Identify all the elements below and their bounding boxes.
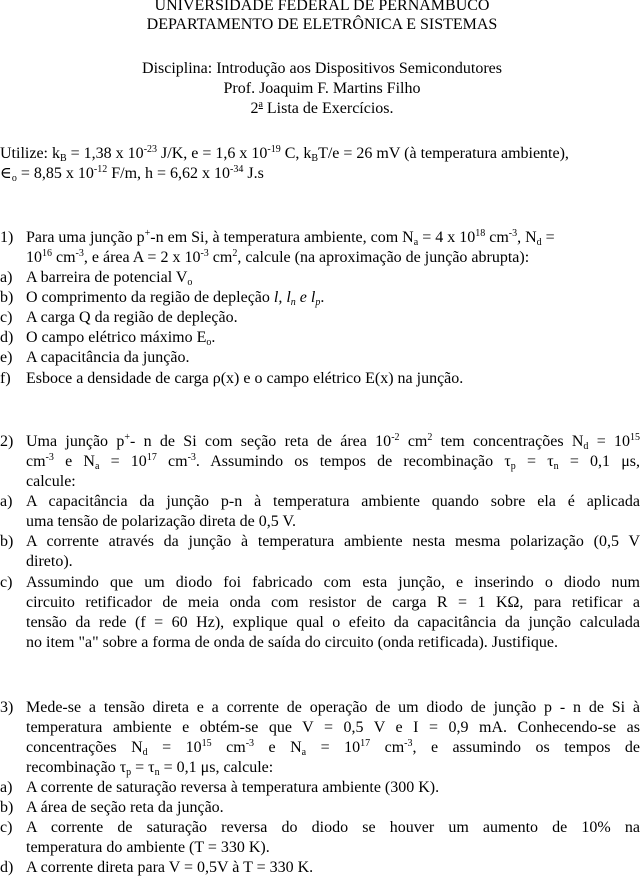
q3-item-d-label: d): [0, 859, 14, 876]
q3-item-b-line-1: A área de seção reta da junção.: [26, 799, 224, 816]
q1-item-a: A barreira de potencial $V_o$: [26, 269, 193, 288]
q3-intro-line-3: concentrações $N_d = 10^{15}$ $cm^{-3}$ e $N_a = 10^{17}$ $cm^{-3}$, e assumindo os tempos de: [26, 738, 640, 758]
q1-item-a-label: a): [0, 269, 13, 286]
q3-intro-line-4: recombinação $\tau_p = \tau_n = 0,1$ μs, calcule:: [26, 759, 274, 778]
q1-item-d: O campo elétrico máximo $E_o$.: [26, 329, 216, 348]
q1-item-d-label: d): [0, 329, 14, 346]
q1-item-b-label: b): [0, 289, 14, 306]
q3-number: 3): [0, 699, 14, 716]
list-title: [0, 99, 644, 118]
professor-name: Prof. Joaquim F. Martins Filho: [223, 80, 421, 97]
university-name: UNIVERSIDADE FEDERAL DE PERNAMBUCO: [154, 0, 490, 14]
q2-item-b-label: b): [0, 533, 14, 550]
q3-item-c-line-1: A corrente de saturação reversa do diodo se houver um aumento de 10% na: [26, 819, 640, 836]
q1-item-b: O comprimento da região de depleção l, $l_n$ e $l_p$.: [26, 289, 325, 308]
q2-item-c-line-4: no item "a" sobre a forma de onda de saída do circuito (onda retificada). Justifique.: [26, 634, 558, 651]
q3-intro-line-2: temperatura ambiente e obtém-se que V = 0,5 V e I = 0,9 mA. Conhecendo-se as: [26, 719, 640, 736]
department-name: DEPARTAMENTO DE ELETRÔNICA E SISTEMAS: [146, 16, 498, 33]
q1-item-f-label: f): [0, 370, 11, 387]
list-label: Lista de Exercícios.: [262, 100, 394, 117]
q2-item-c-line-3: tensão da rede (f = 60 Hz), explique qual o efeito da capacitância da junção calculada: [26, 614, 640, 631]
q3-item-a-line-1: A corrente de saturação reversa à temperatura ambiente (300 K).: [26, 779, 440, 796]
q2-item-c-line-1: Assumindo que um diodo foi fabricado com esta junção, e inserindo o diodo num: [26, 574, 640, 591]
q3-intro-line-1: Mede-se a tensão direta e a corrente de operação de um diodo de junção p - n de Si à: [26, 699, 640, 716]
q3-item-c-line-2: temperatura do ambiente (T = 330 K).: [26, 839, 270, 856]
q1-intro-line-1: Para uma junção p+-n em Si, à temperatura ambiente, com $N_a = 4$ x $10^{18}$ $cm^{-3}$, $N_d$ =: [26, 228, 555, 248]
q3-item-c-label: c): [0, 819, 13, 836]
q1-item-e-label: e): [0, 349, 13, 366]
q2-item-b-line-1: A corrente através da junção à temperatura ambiente nesta mesma polarização (0,5 V: [26, 533, 640, 550]
q1-item-f: Esboce a densidade de carga ρ(x) e o campo elétrico E(x) na junção.: [26, 370, 464, 387]
q2-intro-line-2: $cm^{-3}$ e $N_a = 10^{17}$ $cm^{-3}$. Assumindo os tempos de recombinação $\tau_p = \tau_n = 0,1$ μs,: [26, 452, 641, 472]
q2-item-b-line-2: direto).: [26, 553, 73, 570]
q2-item-c-label: c): [0, 574, 13, 591]
q2-item-c-line-2: circuito retificador de meia onda com resistor de carga R = 1 KΩ, para retificar a: [26, 594, 640, 611]
constants-line-2: $\in_o = 8,85$ x $10^{-12}$ F/m, h = 6,62 x $10^{-34}$ J.s: [0, 164, 264, 184]
q3-item-a-label: a): [0, 779, 13, 796]
discipline-title: Disciplina: Introdução aos Dispositivos Semicondutores: [142, 60, 502, 77]
q1-number: 1): [0, 229, 14, 246]
q3-item-b-label: b): [0, 799, 14, 816]
list-number: 2: [250, 100, 259, 117]
q1-item-e: A capacitância da junção.: [26, 349, 190, 366]
q2-number: 2): [0, 433, 14, 450]
q1-item-c: A carga Q da região de depleção.: [26, 309, 238, 326]
q1-intro-line-2: $10^{16}$ $cm^{-3}$, e área A = 2 x $10^{-3}$ $cm^2$, calcule (na aproximação de junção abrupta):: [26, 248, 530, 266]
q2-item-a-label: a): [0, 493, 13, 510]
q1-item-c-label: c): [0, 309, 13, 326]
list-ordinal: a: [258, 99, 263, 110]
q3-item-d-line-1: A corrente direta para V = 0,5V à T = 330 K.: [26, 859, 314, 876]
q2-item-a-line-1: A capacitância da junção p-n à temperatura ambiente quando sobre ela é aplicada: [26, 493, 640, 510]
q2-item-a-line-2: uma tensão de polarização direta de 0,5 V.: [26, 513, 296, 530]
q2-intro-line-3: calcule:: [26, 473, 76, 490]
constants-line-1: Utilize: $k_B = 1,38$ x $10^{-23}$ J/K, e = 1,6 x $10^{-19}$ C, $k_BT/e = 26$ mV (à temperatura ambiente),: [0, 144, 569, 164]
q2-intro-line-1: Uma junção p+- n de Si com seção reta de área $10^{-2}$ $cm^2$ tem concentrações $N_d = 10^{15}$: [26, 432, 641, 452]
